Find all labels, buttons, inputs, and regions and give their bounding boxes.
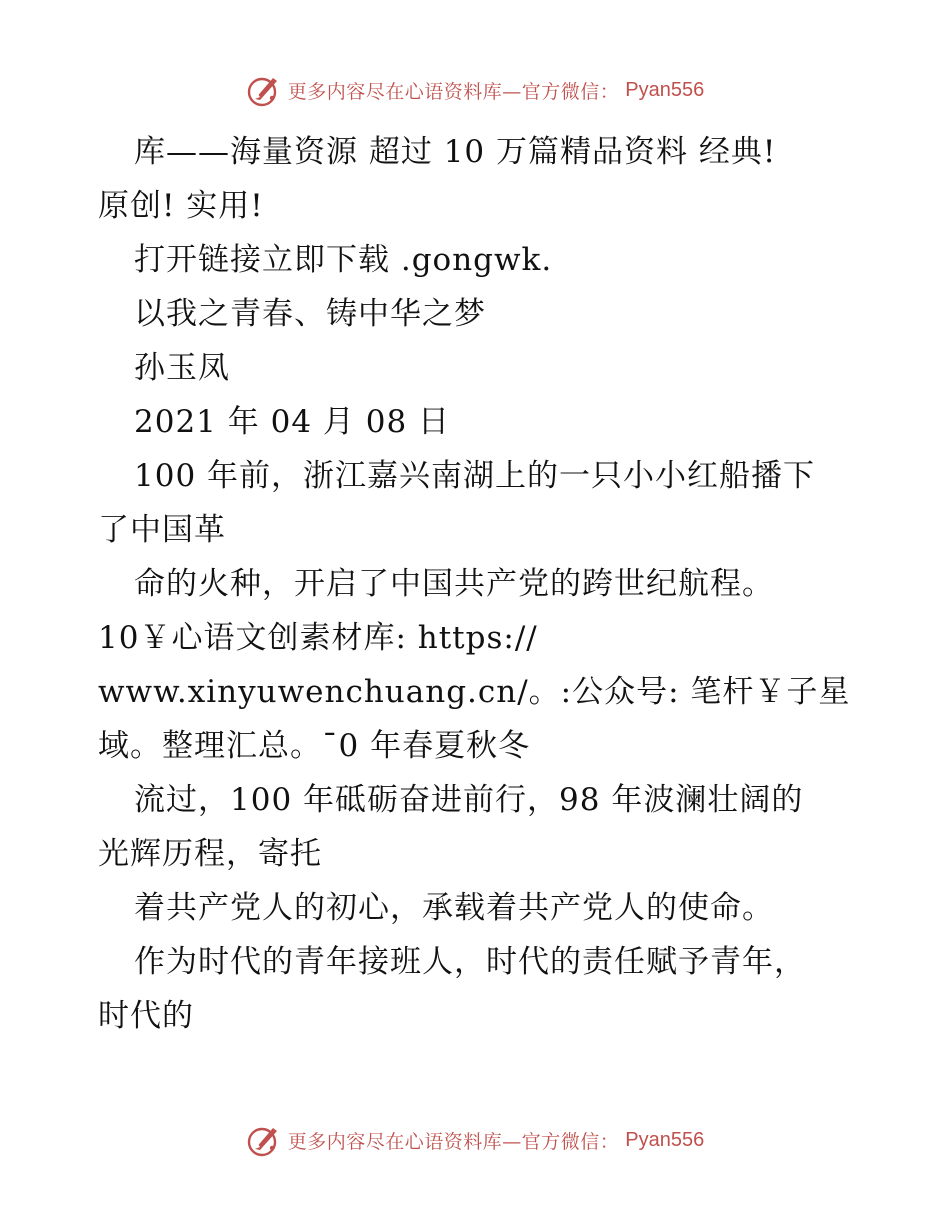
body-line: 了中国革 xyxy=(98,512,226,548)
body-line: 库——海量资源 超过 10 万篇精品资料 经典! xyxy=(134,134,777,170)
body-line: 作为时代的青年接班人，时代的责任赋予青年， xyxy=(134,944,806,980)
body-line: 域。整理汇总。¯0 年春夏秋冬 xyxy=(98,728,531,764)
body-line: 时代的 xyxy=(98,998,194,1034)
quill-pen-logo-icon xyxy=(246,1122,282,1158)
document-body xyxy=(98,125,858,1043)
article-author: 孙玉凤 xyxy=(134,350,230,386)
quill-pen-logo-icon xyxy=(246,72,282,108)
footer-banner xyxy=(0,1118,950,1162)
header-banner-text: 更多内容尽在心语资料库—官方微信： xyxy=(287,80,620,103)
footer-wechat-id: Pyan556 xyxy=(625,1128,705,1151)
body-line: 光辉历程，寄托 xyxy=(98,836,322,872)
article-title: 以我之青春、铸中华之梦 xyxy=(134,296,486,332)
body-line: www.xinyuwenchuang.cn/。:公众号: 笔杆￥子星 xyxy=(98,674,851,710)
header-wechat-id: Pyan556 xyxy=(625,78,705,101)
footer-banner-text: 更多内容尽在心语资料库—官方微信： xyxy=(287,1130,620,1153)
download-link-text: 打开链接立即下载 .gongwk. xyxy=(134,242,553,278)
body-line: 流过，100 年砥砺奋进前行，98 年波澜壮阔的 xyxy=(134,782,804,818)
body-line: 着共产党人的初心，承载着共产党人的使命。 xyxy=(134,890,774,926)
header-banner xyxy=(0,68,950,112)
body-line: 10￥心语文创素材库: https:// xyxy=(98,620,538,656)
body-line: 原创! 实用! xyxy=(98,188,264,224)
body-line: 命的火种，开启了中国共产党的跨世纪航程。 xyxy=(134,566,774,602)
body-line: 100 年前，浙江嘉兴南湖上的一只小小红船播下 xyxy=(134,458,816,494)
article-date: 2021 年 04 月 08 日 xyxy=(134,404,451,440)
